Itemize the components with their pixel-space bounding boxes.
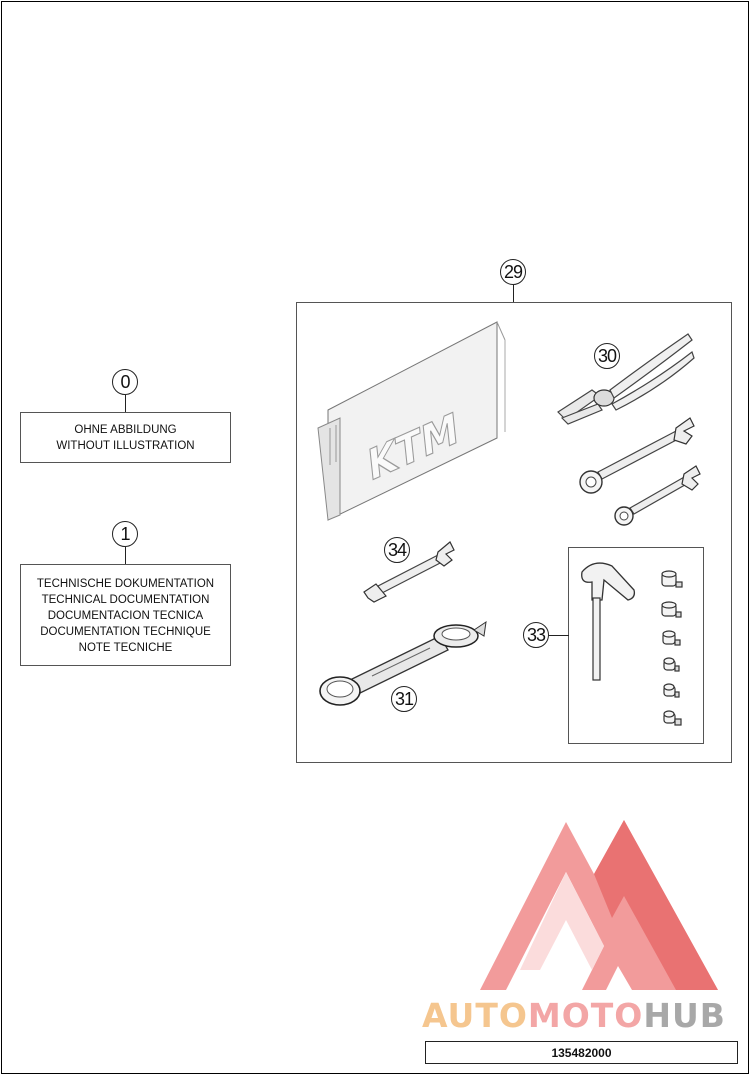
wordmark-part-auto: AUTO [422,996,528,1035]
note-line: TECHNISCHE DOKUMENTATION [36,578,215,590]
part-number-label: 135482000 [425,1041,738,1064]
callout-34: 34 [384,537,410,563]
automotohub-wordmark [422,996,748,1035]
wordmark-part-moto: MOTO [527,996,644,1035]
ktm-logo-text: KTM [365,402,461,492]
note-line: DOCUMENTATION TECHNIQUE [40,626,211,638]
note-line: NOTE TECNICHE [78,642,173,654]
callout-0: 0 [112,369,138,395]
note-line: DOCUMENTACION TECNICA [47,610,204,622]
note-line: TECHNICAL DOCUMENTATION [41,594,210,606]
callout-33: 33 [523,622,549,648]
note-line: WITHOUT ILLUSTRATION [56,440,195,452]
callout-31: 31 [391,686,417,712]
note-line: OHNE ABBILDUNG [74,424,177,436]
wordmark-part-hub: HUB [643,996,726,1035]
callout-30: 30 [594,343,620,369]
callout-29: 29 [500,259,526,285]
callout-1: 1 [112,521,138,547]
